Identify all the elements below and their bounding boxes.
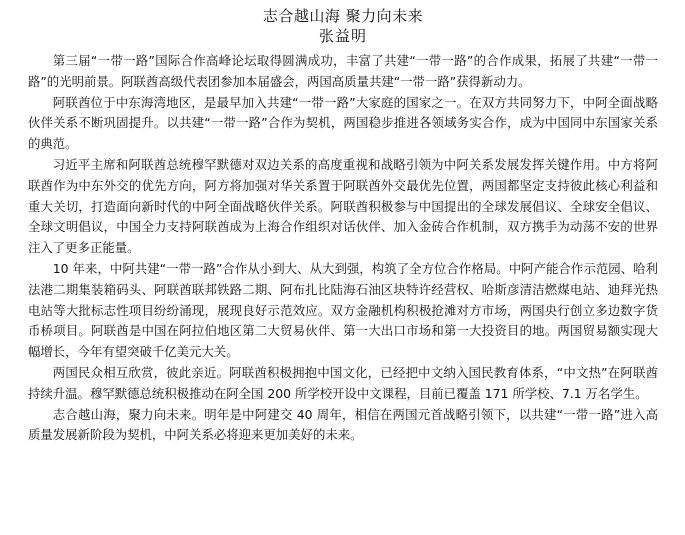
article-paragraph: 10 年来，中阿共建“一带一路”合作从小到大、从大到强，构筑了全方位合作格局。中阿产能合作示范园、哈利法港二期集装箱码头、阿联酋联邦铁路二期、阿布扎比陆海石油区块特许经营权、哈斯彦清洁燃煤电站、迪拜光热电站等大批标志性项目纷纷涌现，展现良好示范效应。双方金融机构积极抢滩对方市场，两国央行创立多边数字货币桥项目。阿联酋是中国在阿拉伯地区第二大贸易伙伴、第一大出口市场和第一大投资目的地。两国贸易额实现大幅增长，今年有望突破千亿美元大关。 bbox=[28, 260, 658, 360]
article-paragraph: 阿联酋位于中东海湾地区，是最早加入共建“一带一路”大家庭的国家之一。在双方共同努力下，中阿全面战略伙伴关系不断巩固提升。以共建“一带一路”合作为契机，两国稳步推进各领域务实合作，成为中国同中东国家关系的典范。 bbox=[28, 94, 658, 152]
article bbox=[28, 6, 658, 446]
article-author: 张益明 bbox=[318, 27, 367, 45]
article-title: 志合越山海 聚力向未来 bbox=[262, 7, 424, 25]
article-paragraph: 第三届“一带一路”国际合作高峰论坛取得圆满成功，丰富了共建“一带一路”的合作成果，拓展了共建“一带一路”的光明前景。阿联酋高级代表团参加本届盛会，两国高质量共建“一带一路”获得新动力。 bbox=[28, 53, 658, 89]
article-paragraph: 志合越山海，聚力向未来。明年是中阿建交 40 周年，相信在两国元首战略引领下，以共建“一带一路”进入高质量发展新阶段为契机，中阿关系必将迎来更加美好的未来。 bbox=[28, 406, 658, 443]
article-paragraph: 两国民众相互欣赏，彼此亲近。阿联酋积极拥抱中国文化，已经把中文纳入国民教育体系，“中文热”在阿联酋持续升温。穆罕默德总统积极推动在阿全国 200 所学校开设中文课程，目前已覆盖 171 所学校、7.1 万名学生。 bbox=[28, 364, 658, 401]
article-paragraph: 习近平主席和阿联酋总统穆罕默德对双边关系的高度重视和战略引领为中阿关系发展发挥关键作用。中方将阿联酋作为中东外交的优先方向，阿方将加强对华关系置于阿联酋外交最优先位置，两国都坚定支持彼此核心利益和重大关切，打造面向新时代的中阿全面战略伙伴关系。阿联酋积极参与中国提出的全球发展倡议、全球安全倡议、全球文明倡议，中国全力支持阿联酋成为上海合作组织对话伙伴、加入金砖合作机制，双方携手为动荡不安的世界注入了更多正能量。 bbox=[28, 156, 658, 256]
